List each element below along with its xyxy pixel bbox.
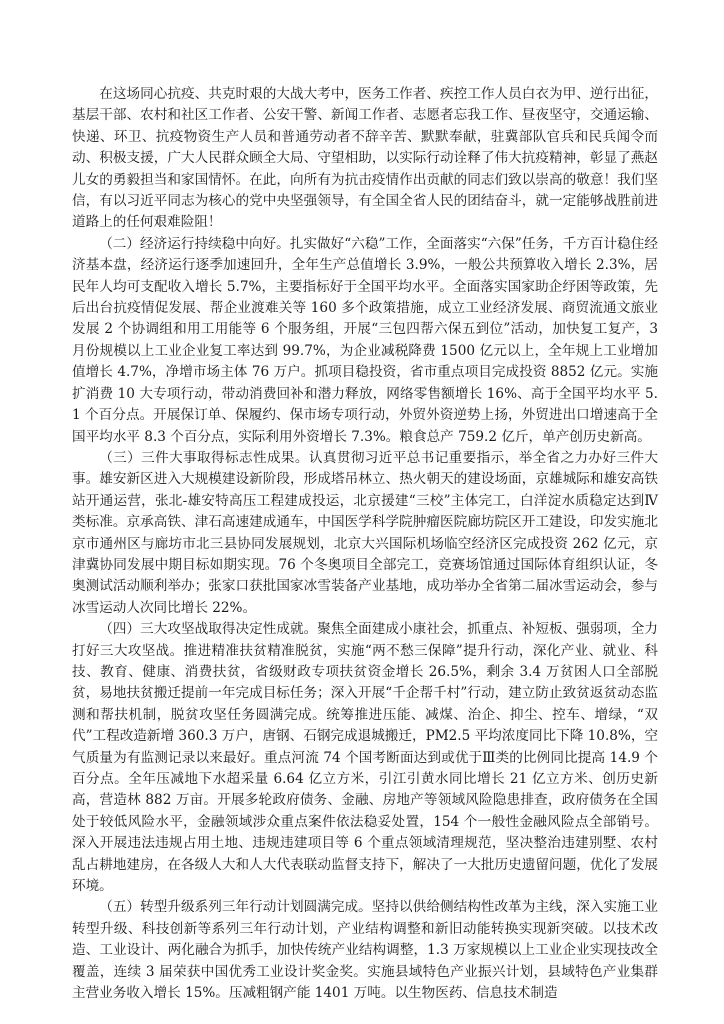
document-body xyxy=(72,84,658,1004)
paragraph-three-tough-battles: （四）三大攻坚战取得决定性成就。聚焦全面建成小康社会，抓重点、补短板、强弱项，全力打好三大攻坚战。推进精准扶贫精准脱贫，实施“两不愁三保障”提升行动，深化产业、就业、科技、教育、健康、消费扶贫，省级财政专项扶贫资金增长 26.5%，剩余 3.4 万贫困人口全部脱贫，易地扶贫搬迁提前一年完成目标任务；深入开展“千企帮千村”行动，建立防止致贫返贫动态监测和帮扶机制，脱贫攻坚任务圆满完成。统筹推进压能、减煤、治企、抑尘、控车、增绿，“双代”工程改造新增 360.3 万户，唐钢、石钢完成退城搬迁，PM2.5 平均浓度同比下降 10.8%，空气质量为有监测记录以来最好。重点河流 74 个国考断面达到或优于Ⅲ类的比例同比提高 14.9 个百分点。全年压减地下水超采量 6.64 亿立方米，引江引黄水同比增长 21 亿立方米、创历史新高，营造林 882 万亩。开展多轮政府债务、金融、房地产等领域风险隐患排查，政府债务在全国处于较低风险水平，金融领域涉众重点案件依法稳妥处置，154 个一般性金融风险点全部销号。深入开展违法违规占用土地、违规违建项目等 6 个重点领域清理规范，坚决整治违建别墅、农村乱占耕地建房，在各级人大和人大代表联动监督支持下，解决了一大批历史遗留问题，优化了发展环境。 xyxy=(72,621,659,895)
paragraph-transformation-upgrade: （五）转型升级系列三年行动计划圆满完成。坚持以供给侧结构性改革为主线，深入实施工业转型升级、科技创新等系列三年行动计划，产业结构调整和新旧动能转换实现新突破。以技术改造、工业设计、两化融合为抓手，加快传统产业结构调整，1.3 万家规模以上工业企业实现技改全覆盖，连续 3 届荣获中国优秀工业设计奖金奖。实施县域特色产业振兴计划，县域特色产业集群主营业务收入增长 15%。压减粗钢产能 1401 万吨。以生物医药、信息技术制造 xyxy=(72,899,658,1002)
paragraph-epidemic-tribute: 在这场同心抗疫、共克时艰的大战大考中，医务工作者、疾控工作人员白衣为甲、逆行出征，基层干部、农村和社区工作者、公安干警、新闻工作者、志愿者忘我工作、昼夜坚守，交通运输、快递、环卫、抗疫物资生产人员和普通劳动者不辞辛苦、默默奉献，驻冀部队官兵和民兵闻令而动、积极支援，广大人民群众顾全大局、守望相助，以实际行动诠释了伟大抗疫精神，彰显了燕赵儿女的勇毅担当和家国情怀。在此，向所有为抗击疫情作出贡献的同志们致以崇高的敬意！我们坚信，有以习近平同志为核心的党中央坚强领导，有全国全省人民的团结奋斗，就一定能够战胜前进道路上的任何艰难险阻！ xyxy=(72,86,658,231)
paragraph-economic-operation: （二）经济运行持续稳中向好。扎实做好“六稳”工作，全面落实“六保”任务，千方百计稳住经济基本盘，经济运行逐季加速回升，全年生产总值增长 3.9%，一般公共预算收入增长 2.3%，居民年人均可支配收入增长 5.7%，主要指标好于全国平均水平。全面落实国家助企纾困等政策，先后出台抗疫情促发展、帮企业渡难关等 160 多个政策措施，成立工业经济发展、商贸流通文旅业发展 2 个协调组和用工用能等 6 个服务组，开展“三包四帮六保五到位”活动，加快复工复产，3 月份规模以上工业企业复工率达到 99.7%，为企业减税降费 1500 亿元以上，全年规上工业增加值增长 4.7%，净增市场主体 76 万户。抓项目稳投资，省市重点项目完成投资 8852 亿元。实施扩消费 10 大专项行动，带动消费回补和潜力释放，网络零售额增长 16%、高于全国平均水平 5.1 个百分点。开展保订单、保履约、保市场专项行动，外贸外资逆势上扬，外贸进出口增速高于全国平均水平 8.3 个百分点，实际利用外资增长 7.3%。粮食总产 759.2 亿斤，单产创历史新高。 xyxy=(72,235,658,445)
paragraph-three-major-events: （三）三件大事取得标志性成果。认真贯彻习近平总书记重要指示，举全省之力办好三件大事。雄安新区进入大规模建设新阶段，形成塔吊林立、热火朝天的建设场面，京雄城际和雄安高铁站开通运营，张北-雄安特高压工程建成投运，北京援建“三校”主体完工，白洋淀水质稳定达到Ⅳ类标准。京承高铁、津石高速建成通车，中国医学科学院肿瘤医院廊坊院区开工建设，印发实施北京市通州区与廊坊市北三县协同发展规划，北京大兴国际机场临空经济区完成投资 262 亿元，京津冀协同发展中期目标如期实现。76 个冬奥项目全部完工，竞赛场馆通过国际体育组织认证，冬奥测试活动顺利举办；张家口获批国家冰雪装备产业基地，成功举办全省第二届冰雪运动会，参与冰雪运动人次同比增长 22%。 xyxy=(72,449,658,616)
